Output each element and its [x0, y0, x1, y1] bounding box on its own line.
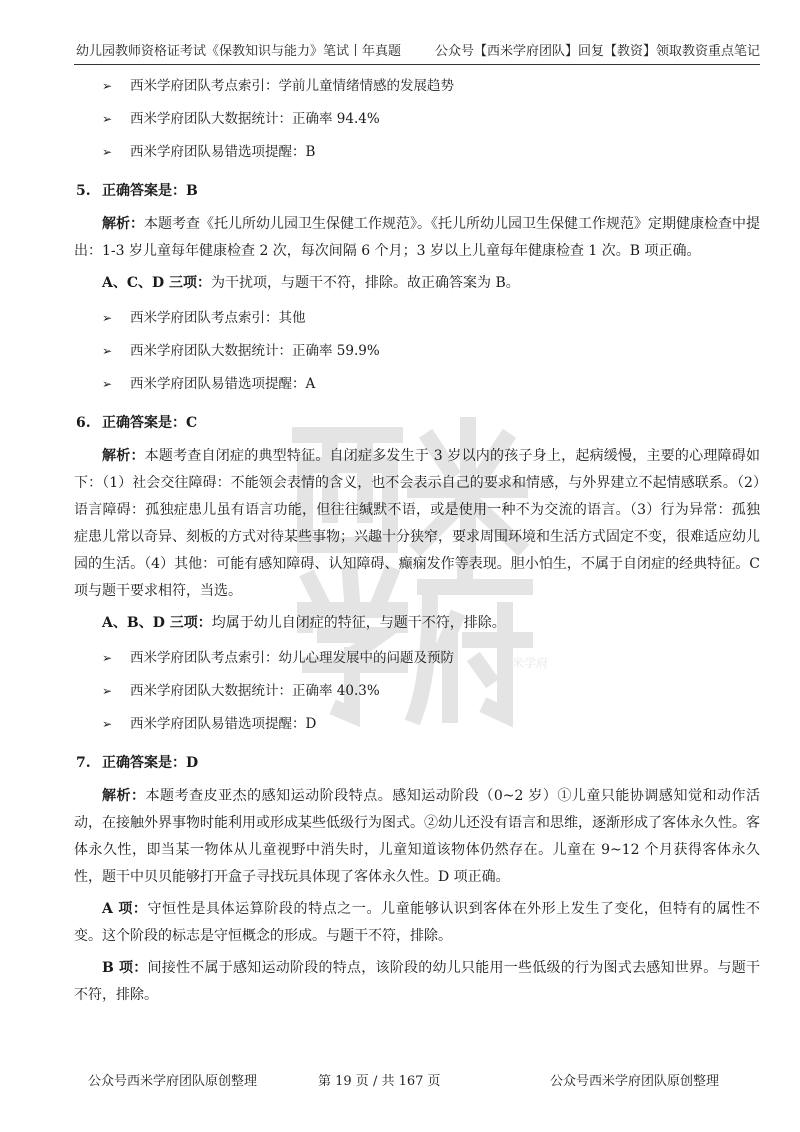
question-7-analysis: 解析：本题考查皮亚杰的感知运动阶段特点。感知运动阶段（0~2 岁）①儿童只能协调感知觉和动作活动，在接触外界事物时能利用或形成某些低级行为图式。②幼儿还没有语言和思维，逐渐形成了客体永久性。客体永久性，即当某一物体从儿童视野中消失时，儿童知道该物体仍然存在。儿童在 9~12 个月获得客体永久性，题干中贝贝能够打开盒子寻找玩具体现了客体永久性。D 项正确。: [74, 788, 761, 885]
arrow-bullet-icon: ➢: [102, 112, 113, 126]
question-5-answer: 5. 正确答案是：B: [76, 183, 198, 199]
arrow-bullet-icon: ➢: [102, 684, 113, 698]
question-6-analysis: 解析：本题考查自闭症的典型特征。自闭症多发生于 3 岁以内的孩子身上，起病缓慢，主要的心理障碍如下：（1）社会交往障碍：不能领会表情的含义，也不会表示自己的要求和情感，与外界建立不起情感联系。（2）语言障碍：孤独症患儿虽有语言功能，但往往缄默不语，或是使用一种不为交流的语言。（3）行为异常：孤独症患儿常以奇异、刻板的方式对待某些事物；兴趣十分狭窄，要求周围环境和生活方式固定不变，很难适应幼儿园的生活。（4）其他：可能有感知障碍、认知障碍、癫痫发作等表现。胆小怕生，不属于自闭症的经典特征。C 项与题干要求相符，当选。: [74, 448, 760, 599]
arrow-bullet-icon: ➢: [102, 344, 113, 358]
arrow-bullet-icon: ➢: [102, 717, 113, 731]
arrow-bullet-icon: ➢: [102, 79, 113, 93]
question-5-analysis: 解析：本题考查《托儿所幼儿园卫生保健工作规范》。《托儿所幼儿园卫生保健工作规范》定期健康检查中提出：1-3 岁儿童每年健康检查 2 次，每次间隔 6 个月；3 岁以上儿童每年健康检查 1 次。B 项正确。: [74, 216, 760, 259]
arrow-bullet-icon: ➢: [102, 145, 113, 159]
list-item: ➢ 西米学府团队考点索引：幼儿心理发展中的问题及预防: [74, 642, 760, 675]
arrow-bullet-icon: ➢: [102, 311, 113, 325]
list-item: ➢ 西米学府团队易错选项提醒：D: [74, 708, 760, 741]
list-item: ➢ 西米学府团队大数据统计：正确率 94.4%: [74, 103, 760, 136]
page-content: [74, 70, 760, 1014]
question-7-option-b: B 项：间接性不属于感知运动阶段的特点，该阶段的幼儿只能用一些低级的行为图式去感知世界。与题干不符，排除。: [74, 960, 760, 1003]
question-7-option-a: A 项：守恒性是具体运算阶段的特点之一。儿童能够认识到客体在外形上发生了变化，但特有的属性不变。这个阶段的标志是守恒概念的形成。与题干不符，排除。: [74, 901, 760, 944]
question-6-answer: 6. 正确答案是：C: [76, 415, 198, 431]
footer-right: 公众号西米学府团队原创整理: [550, 1074, 720, 1089]
list-item: ➢ 西米学府团队大数据统计：正确率 59.9%: [74, 335, 760, 368]
header-title: 幼儿园教师资格证考试《保教知识与能力》笔试丨年真题: [76, 44, 402, 59]
list-item: ➢ 西米学府团队大数据统计：正确率 40.3%: [74, 675, 760, 708]
question-5-other-options: A、C、D 三项：为干扰项，与题干不符，排除。故正确答案为 B。: [102, 275, 520, 291]
question-7-answer: 7. 正确答案是：D: [76, 755, 199, 771]
question-6-other-options: A、B、D 三项：均属于幼儿自闭症的特征，与题干不符，排除。: [102, 615, 506, 631]
list-item: ➢ 西米学府团队考点索引：学前儿童情绪情感的发展趋势: [74, 70, 760, 103]
footer-left: 公众号西米学府团队原创整理: [88, 1074, 258, 1089]
arrow-bullet-icon: ➢: [102, 377, 113, 391]
page-number: 第 19 页 / 共 167 页: [318, 1074, 441, 1089]
list-item: ➢ 西米学府团队考点索引：其他: [74, 302, 760, 335]
arrow-bullet-icon: ➢: [102, 651, 113, 665]
watermark-text: 西米学府: [500, 656, 549, 670]
list-item: ➢ 西米学府团队易错选项提醒：A: [74, 368, 760, 401]
list-item: ➢ 西米学府团队易错选项提醒：B: [74, 136, 760, 169]
page-header: [74, 40, 760, 65]
header-promo: 公众号【西米学府团队】回复【教资】领取教资重点笔记: [434, 44, 760, 59]
